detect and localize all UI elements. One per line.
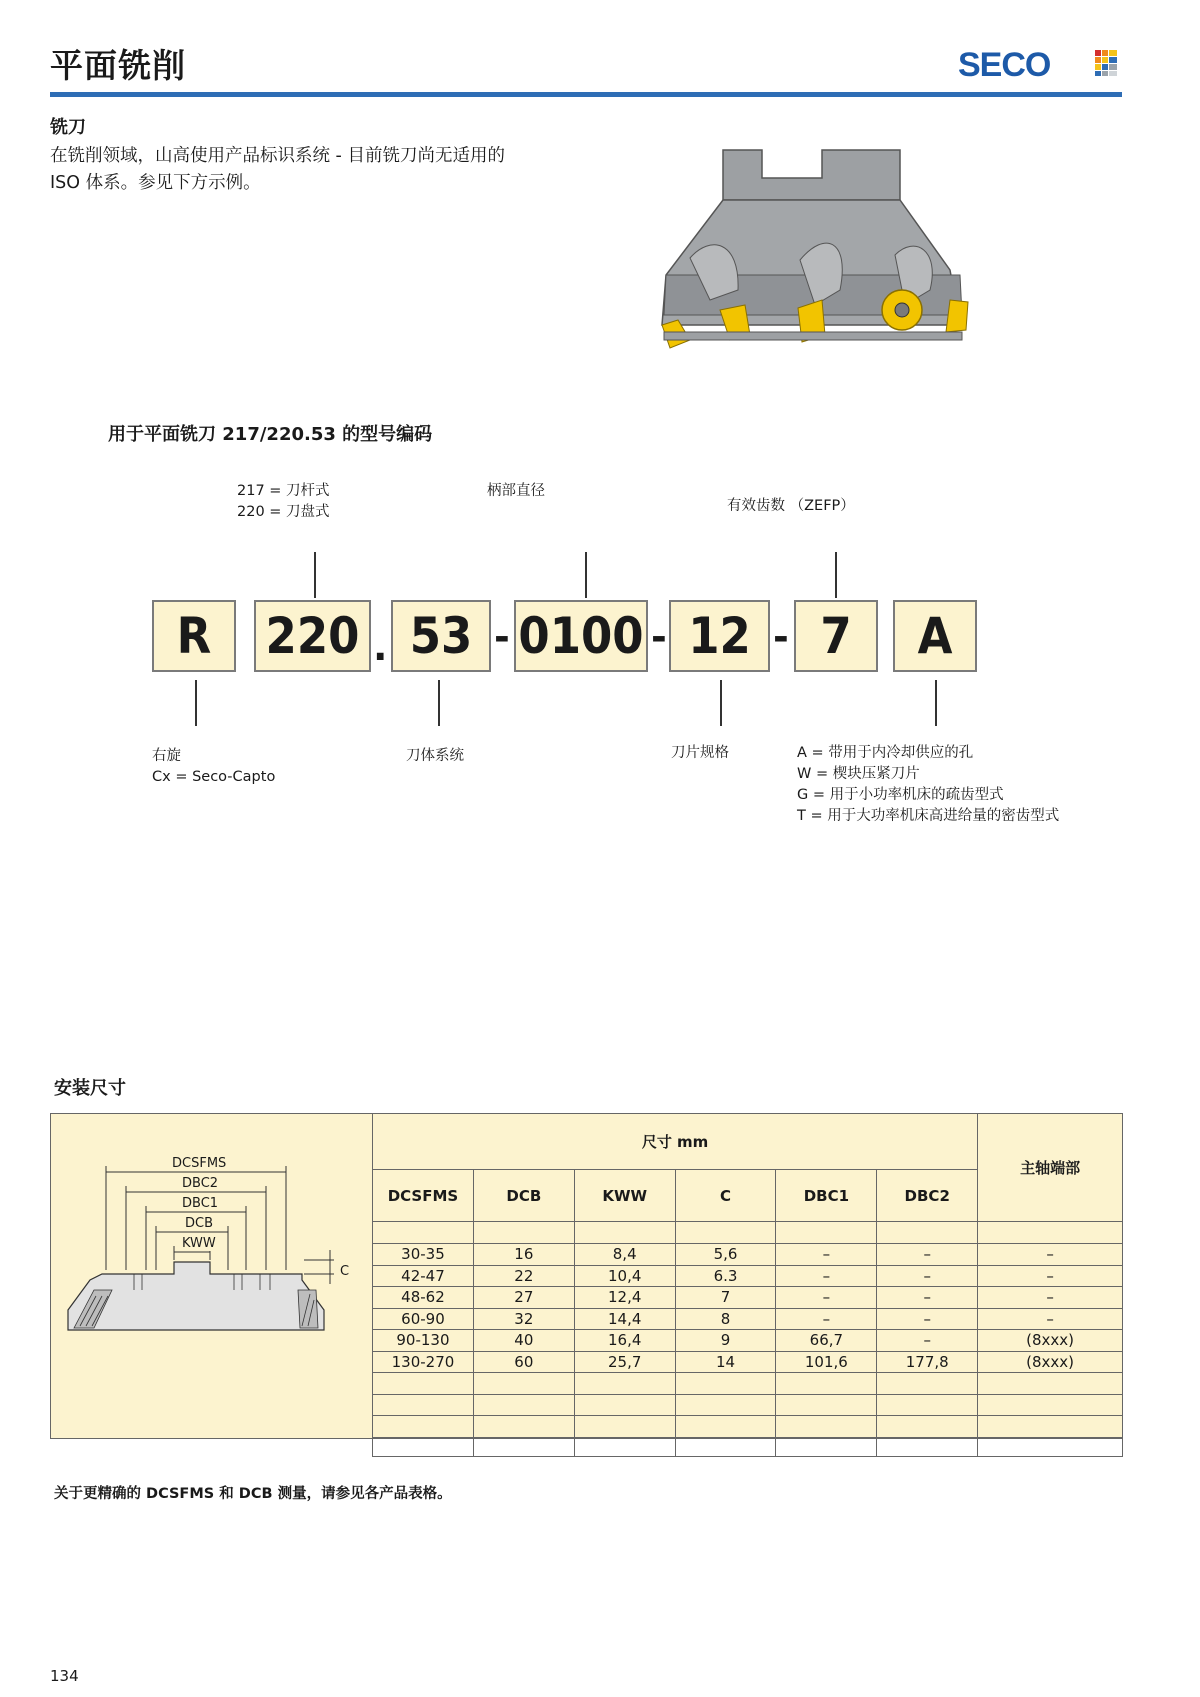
connector-variant [935,680,937,726]
dim-label-dcb: DCB [185,1216,214,1231]
table-cell: (8xxx) [978,1351,1123,1373]
dim-label-dbc2: DBC2 [182,1176,219,1191]
table-cell: 16,4 [574,1330,675,1352]
table-cell: 7 [675,1287,776,1309]
holder-type-label-220: 220 = 刀盘式 [237,504,330,520]
table-cell: – [877,1244,978,1266]
code-separator-dash-3: - [773,615,789,659]
table-row-spacer [373,1437,1123,1456]
table-row [373,1351,1123,1373]
table-cell: 130-270 [373,1351,474,1373]
column-header: DCB [473,1170,574,1222]
variant-label-a: A = 带用于内冷却供应的孔 [797,745,974,761]
table-cell: – [877,1330,978,1352]
code-separator-dash-1: - [494,615,510,659]
code-box-system: 53 [391,600,491,672]
table-cell: – [877,1287,978,1309]
code-box-insert: 12 [669,600,770,672]
table-cell: – [978,1265,1123,1287]
effective-teeth-label: 有效齿数 （ZEFP） [727,498,855,514]
dim-label-dbc1: DBC1 [182,1196,219,1211]
connector-diameter [585,552,587,598]
holder-type-label-217: 217 = 刀杆式 [237,483,330,499]
table-cell: 60 [473,1351,574,1373]
table-cell: – [978,1287,1123,1309]
table-cell: – [776,1287,877,1309]
table-row [373,1330,1123,1352]
code-box-rotation: R [152,600,236,672]
table-row [373,1287,1123,1309]
table-cell: 32 [473,1308,574,1330]
shank-diameter-label: 柄部直径 [487,483,545,499]
table-cell: 48-62 [373,1287,474,1309]
table-cell: 22 [473,1265,574,1287]
mounting-dimensions-table [372,1113,1123,1457]
page-number: 134 [50,1667,79,1685]
face-mill-cutter-illustration [650,140,1060,375]
table-cell: 6.3 [675,1265,776,1287]
rotation-labels [152,746,275,788]
table-cell: 8,4 [574,1244,675,1266]
table-cell: 16 [473,1244,574,1266]
table-cell: 40 [473,1330,574,1352]
seco-logo: SECO [958,46,1051,84]
rotation-label-capto: Cx = Seco-Capto [152,769,276,785]
intro-text [50,143,610,197]
page-title: 平面铣削 [50,46,186,85]
table-row [373,1265,1123,1287]
column-header: DBC2 [877,1170,978,1222]
table-cell: 10,4 [574,1265,675,1287]
insert-size-label: 刀片规格 [671,745,729,761]
table-cell: – [877,1265,978,1287]
dim-label-kww: KWW [182,1236,216,1251]
table-cell: 90-130 [373,1330,474,1352]
table-cell: 27 [473,1287,574,1309]
variant-label-g: G = 用于小功率机床的疏齿型式 [797,787,1004,803]
column-header: DBC1 [776,1170,877,1222]
connector-insert [720,680,722,726]
rotation-label-right: 右旋 [152,748,181,764]
table-cell: 101,6 [776,1351,877,1373]
seco-logo-mark-icon [1095,50,1117,76]
code-box-variant: A [893,600,977,672]
table-cell: 42-47 [373,1265,474,1287]
table-cell: 14 [675,1351,776,1373]
table-cell: (8xxx) [978,1330,1123,1352]
code-separator-dot: . [373,625,388,669]
intro-line-2: ISO 体系。参见下方示例。 [50,173,261,193]
table-cell: 177,8 [877,1351,978,1373]
table-cell: 66,7 [776,1330,877,1352]
code-box-diameter: 0100 [514,600,648,672]
table-cell: – [978,1308,1123,1330]
variant-labels [797,743,1059,827]
table-row-spacer [373,1373,1123,1395]
table-cell: – [978,1244,1123,1266]
table-row-spacer [373,1416,1123,1438]
table-cell: 9 [675,1330,776,1352]
table-cell: 60-90 [373,1308,474,1330]
variant-label-w: W = 楔块压紧刀片 [797,766,920,782]
intro-line-1: 在铣削领域，山高使用产品标识系统 - 目前铣刀尚无适用的 [50,146,505,166]
mounting-heading: 安装尺寸 [54,1078,126,1099]
table-cell: – [877,1308,978,1330]
column-header: KWW [574,1170,675,1222]
table-cell: 8 [675,1308,776,1330]
column-header: DCSFMS [373,1170,474,1222]
code-box-teeth: 7 [794,600,878,672]
connector-teeth [835,552,837,598]
table-row [373,1308,1123,1330]
table-row-spacer [373,1222,1123,1244]
table-cell: 30-35 [373,1244,474,1266]
header-rule [50,92,1122,97]
connector-system [438,680,440,726]
code-separator-dash-2: - [651,615,667,659]
connector-holder [314,552,316,598]
table-cell: 25,7 [574,1351,675,1373]
table-cell: 5,6 [675,1244,776,1266]
variant-label-t: T = 用于大功率机床高进给量的密齿型式 [797,808,1060,824]
spindle-end-header: 主轴端部 [978,1114,1123,1222]
body-system-label: 刀体系统 [406,748,464,764]
section-subtitle: 铣刀 [50,117,86,138]
table-cell: 12,4 [574,1287,675,1309]
table-cell: – [776,1265,877,1287]
connector-rotation [195,680,197,726]
dim-label-dcsfms: DCSFMS [172,1156,227,1171]
column-header: C [675,1170,776,1222]
table-row [373,1244,1123,1266]
table-row-spacer [373,1394,1123,1416]
measurement-note: 关于更精确的 DCSFMS 和 DCB 测量，请参见各产品表格。 [54,1486,452,1502]
table-cell: 14,4 [574,1308,675,1330]
type-code-heading: 用于平面铣刀 217/220.53 的型号编码 [108,424,433,445]
table-cell: – [776,1244,877,1266]
dimension-group-header: 尺寸 mm [373,1114,978,1170]
table-cell: – [776,1308,877,1330]
holder-type-labels [237,481,330,523]
code-box-holder: 220 [254,600,371,672]
dim-label-c: C [340,1264,350,1279]
